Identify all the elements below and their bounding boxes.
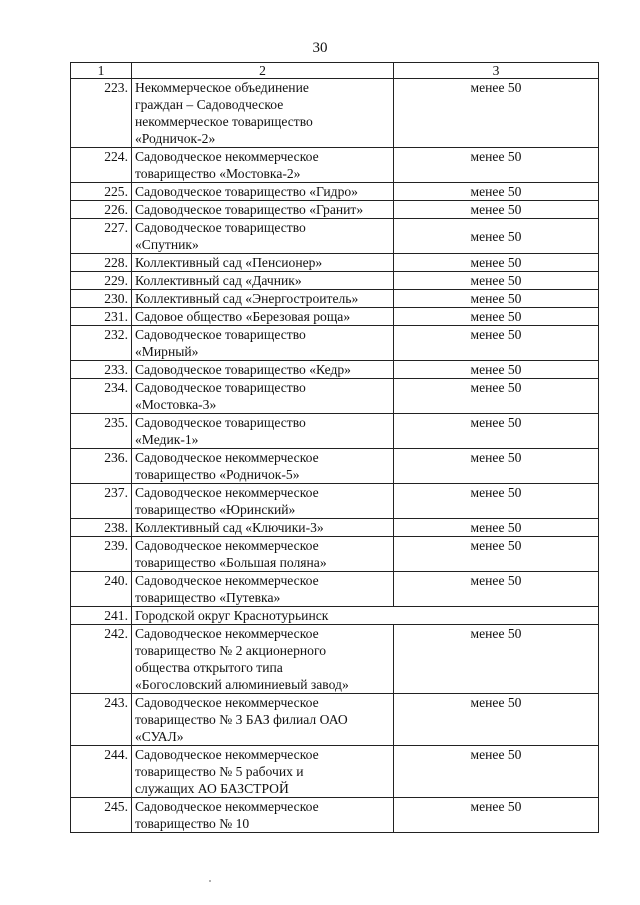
- organization-name: Садоводческое товарищество «Медик-1»: [132, 414, 394, 449]
- size-category: менее 50: [394, 148, 599, 183]
- row-number: 233.: [71, 361, 132, 379]
- organization-name: Садовое общество «Березовая роща»: [132, 308, 394, 326]
- row-number: 226.: [71, 201, 132, 219]
- size-category: менее 50: [394, 537, 599, 572]
- table-row: [71, 625, 599, 694]
- row-number: 223.: [71, 79, 132, 148]
- organization-name: Коллективный сад «Дачник»: [132, 272, 394, 290]
- row-number: 244.: [71, 746, 132, 798]
- row-number: 234.: [71, 379, 132, 414]
- organization-name: Садоводческое некоммерческое товарищество «Большая поляна»: [132, 537, 394, 572]
- size-category: менее 50: [394, 326, 599, 361]
- table-row: [71, 308, 599, 326]
- column-header: 3: [394, 63, 599, 79]
- row-number: 238.: [71, 519, 132, 537]
- table-row: [71, 694, 599, 746]
- row-number: 245.: [71, 798, 132, 833]
- table-row: [71, 449, 599, 484]
- size-category: менее 50: [394, 449, 599, 484]
- section-title: Городской округ Краснотурьинск: [132, 607, 599, 625]
- organization-name: Садоводческое товарищество «Мирный»: [132, 326, 394, 361]
- size-category: менее 50: [394, 219, 599, 254]
- table-row: [71, 272, 599, 290]
- size-category: менее 50: [394, 746, 599, 798]
- table-row: [71, 361, 599, 379]
- row-number: 225.: [71, 183, 132, 201]
- section-row: [71, 607, 599, 625]
- table-row: [71, 414, 599, 449]
- size-category: менее 50: [394, 254, 599, 272]
- organization-name: Садоводческое некоммерческое товарищество № 10: [132, 798, 394, 833]
- scan-speck: [209, 880, 211, 882]
- organization-name: Некоммерческое объединение граждан – Садоводческое некоммерческое товарищество «Родничок-2»: [132, 79, 394, 148]
- organization-name: Садоводческое товарищество «Кедр»: [132, 361, 394, 379]
- table-row: [71, 79, 599, 148]
- registry-table-body: [71, 63, 599, 833]
- table-row: [71, 484, 599, 519]
- table-row: [71, 326, 599, 361]
- row-number: 228.: [71, 254, 132, 272]
- row-number: 229.: [71, 272, 132, 290]
- size-category: менее 50: [394, 414, 599, 449]
- row-number: 232.: [71, 326, 132, 361]
- size-category: менее 50: [394, 572, 599, 607]
- size-category: менее 50: [394, 201, 599, 219]
- organization-name: Коллективный сад «Ключики-3»: [132, 519, 394, 537]
- page-number: 30: [312, 40, 328, 56]
- organization-name: Садоводческое некоммерческое товарищество «Родничок-5»: [132, 449, 394, 484]
- organization-name: Коллективный сад «Пенсионер»: [132, 254, 394, 272]
- organization-name: Садоводческое некоммерческое товарищество № 3 БАЗ филиал ОАО «СУАЛ»: [132, 694, 394, 746]
- organization-name: Садоводческое некоммерческое товарищество «Путевка»: [132, 572, 394, 607]
- row-number: 242.: [71, 625, 132, 694]
- size-category: менее 50: [394, 308, 599, 326]
- row-number: 243.: [71, 694, 132, 746]
- table-row: [71, 746, 599, 798]
- table-row: [71, 572, 599, 607]
- row-number: 231.: [71, 308, 132, 326]
- row-number: 224.: [71, 148, 132, 183]
- organization-name: Садоводческое некоммерческое товарищество «Мостовка-2»: [132, 148, 394, 183]
- size-category: менее 50: [394, 272, 599, 290]
- table-row: [71, 798, 599, 833]
- table-row: [71, 219, 599, 254]
- size-category: менее 50: [394, 625, 599, 694]
- size-category: менее 50: [394, 183, 599, 201]
- size-category: менее 50: [394, 694, 599, 746]
- row-number: 237.: [71, 484, 132, 519]
- registry-table: [70, 62, 599, 833]
- table-row: [71, 290, 599, 308]
- row-number: 240.: [71, 572, 132, 607]
- organization-name: Садоводческое некоммерческое товарищество № 2 акционерного общества открытого типа «Богословский алюминиевый завод»: [132, 625, 394, 694]
- table-row: [71, 379, 599, 414]
- organization-name: Садоводческое некоммерческое товарищество «Юринский»: [132, 484, 394, 519]
- size-category: менее 50: [394, 519, 599, 537]
- size-category: менее 50: [394, 361, 599, 379]
- size-category: менее 50: [394, 798, 599, 833]
- row-number: 230.: [71, 290, 132, 308]
- column-header: 1: [71, 63, 132, 79]
- row-number: 235.: [71, 414, 132, 449]
- table-header-row: [71, 63, 599, 79]
- organization-name: Садоводческое товарищество «Спутник»: [132, 219, 394, 254]
- organization-name: Коллективный сад «Энергостроитель»: [132, 290, 394, 308]
- row-number: 241.: [71, 607, 132, 625]
- row-number: 227.: [71, 219, 132, 254]
- organization-name: Садоводческое товарищество «Мостовка-3»: [132, 379, 394, 414]
- organization-name: Садоводческое товарищество «Гранит»: [132, 201, 394, 219]
- table-row: [71, 254, 599, 272]
- table-row: [71, 537, 599, 572]
- column-header: 2: [132, 63, 394, 79]
- size-category: менее 50: [394, 290, 599, 308]
- table-row: [71, 519, 599, 537]
- table-row: [71, 183, 599, 201]
- table-row: [71, 201, 599, 219]
- table-row: [71, 148, 599, 183]
- size-category: менее 50: [394, 484, 599, 519]
- size-category: менее 50: [394, 379, 599, 414]
- organization-name: Садоводческое некоммерческое товарищество № 5 рабочих и служащих АО БАЗСТРОЙ: [132, 746, 394, 798]
- size-category: менее 50: [394, 79, 599, 148]
- organization-name: Садоводческое товарищество «Гидро»: [132, 183, 394, 201]
- row-number: 236.: [71, 449, 132, 484]
- row-number: 239.: [71, 537, 132, 572]
